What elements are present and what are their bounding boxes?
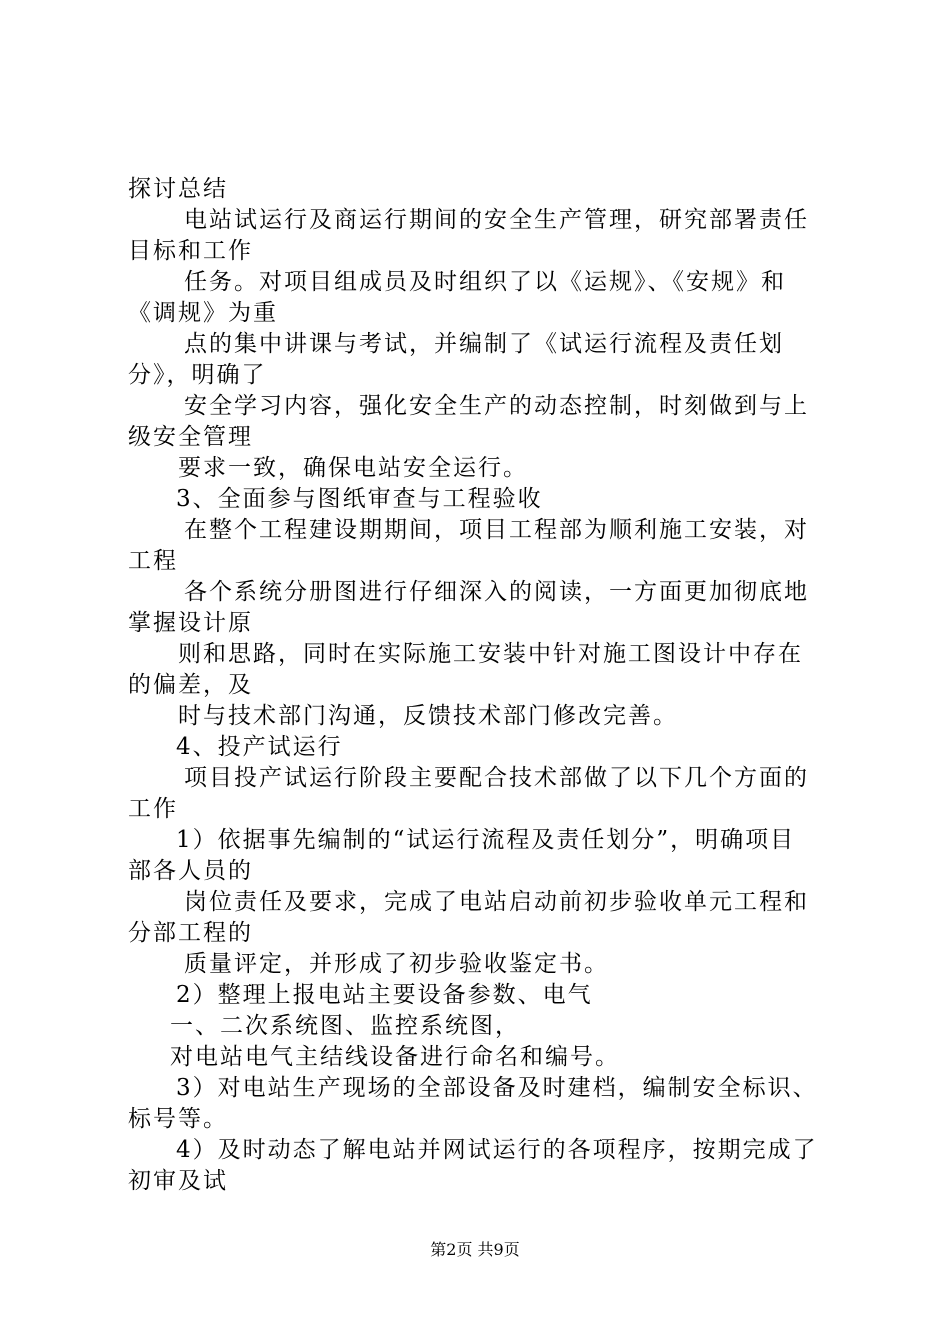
text-line: 《调规》为重 xyxy=(128,300,278,326)
text-line: 在整个工程建设期期间，项目工程部为顺利施工安装，对 xyxy=(184,517,809,543)
document-body xyxy=(128,174,832,1197)
text-line: 掌握设计原 xyxy=(128,610,253,636)
text-line: 电站试运行及商运行期间的安全生产管理，研究部署责任 xyxy=(184,207,809,233)
text-line: 要求一致，确保电站安全运行。 xyxy=(178,455,528,481)
text-line: 则和思路，同时在实际施工安装中针对施工图设计中存在 xyxy=(178,641,803,667)
page-footer: 第2页 共9页 xyxy=(430,1240,520,1259)
text-line: 目标和工作 xyxy=(128,238,253,264)
list-item: 1）依据事先编制的“试运行流程及责任划分”，明确项目 xyxy=(176,827,796,853)
text-line: 部各人员的 xyxy=(128,858,253,884)
text-line: 项目投产试运行阶段主要配合技术部做了以下几个方面的 xyxy=(184,765,809,791)
text-line: 分》，明确了 xyxy=(128,362,267,388)
text-line: 质量评定，并形成了初步验收鉴定书。 xyxy=(184,951,609,977)
list-item: 3）对电站生产现场的全部设备及时建档，编制安全标识、 xyxy=(176,1075,818,1101)
text-line: 任务。对项目组成员及时组织了以《运规》、《安规》和 xyxy=(184,269,786,295)
text-line: 安全学习内容，强化安全生产的动态控制，时刻做到与上 xyxy=(184,393,809,419)
text-line: 岗位责任及要求，完成了电站启动前初步验收单元工程和 xyxy=(184,889,809,915)
text-line: 点的集中讲课与考试，并编制了《试运行流程及责任划 xyxy=(184,331,784,357)
text-line: 一、二次系统图、监控系统图， xyxy=(170,1013,520,1039)
text-line: 初审及试 xyxy=(128,1168,228,1194)
text-line: 各个系统分册图进行仔细深入的阅读，一方面更加彻底地 xyxy=(184,579,809,605)
text-line: 工作 xyxy=(128,796,178,822)
text-line: 探讨总结 xyxy=(128,176,228,202)
section-heading: 4、投产试运行 xyxy=(176,734,343,760)
text-line: 对电站电气主结线设备进行命名和编号。 xyxy=(170,1044,620,1070)
text-line: 工程 xyxy=(128,548,178,574)
text-line: 分部工程的 xyxy=(128,920,253,946)
text-line: 级安全管理 xyxy=(128,424,253,450)
text-line: 标号等。 xyxy=(128,1106,228,1132)
list-item: 4）及时动态了解电站并网试运行的各项程序，按期完成了 xyxy=(176,1137,818,1163)
section-heading: 3、全面参与图纸审查与工程验收 xyxy=(176,486,543,512)
text-line: 的偏差，及 xyxy=(128,672,253,698)
list-item: 2）整理上报电站主要设备参数、电气 xyxy=(176,982,593,1008)
text-line: 时与技术部门沟通，反馈技术部门修改完善。 xyxy=(178,703,678,729)
